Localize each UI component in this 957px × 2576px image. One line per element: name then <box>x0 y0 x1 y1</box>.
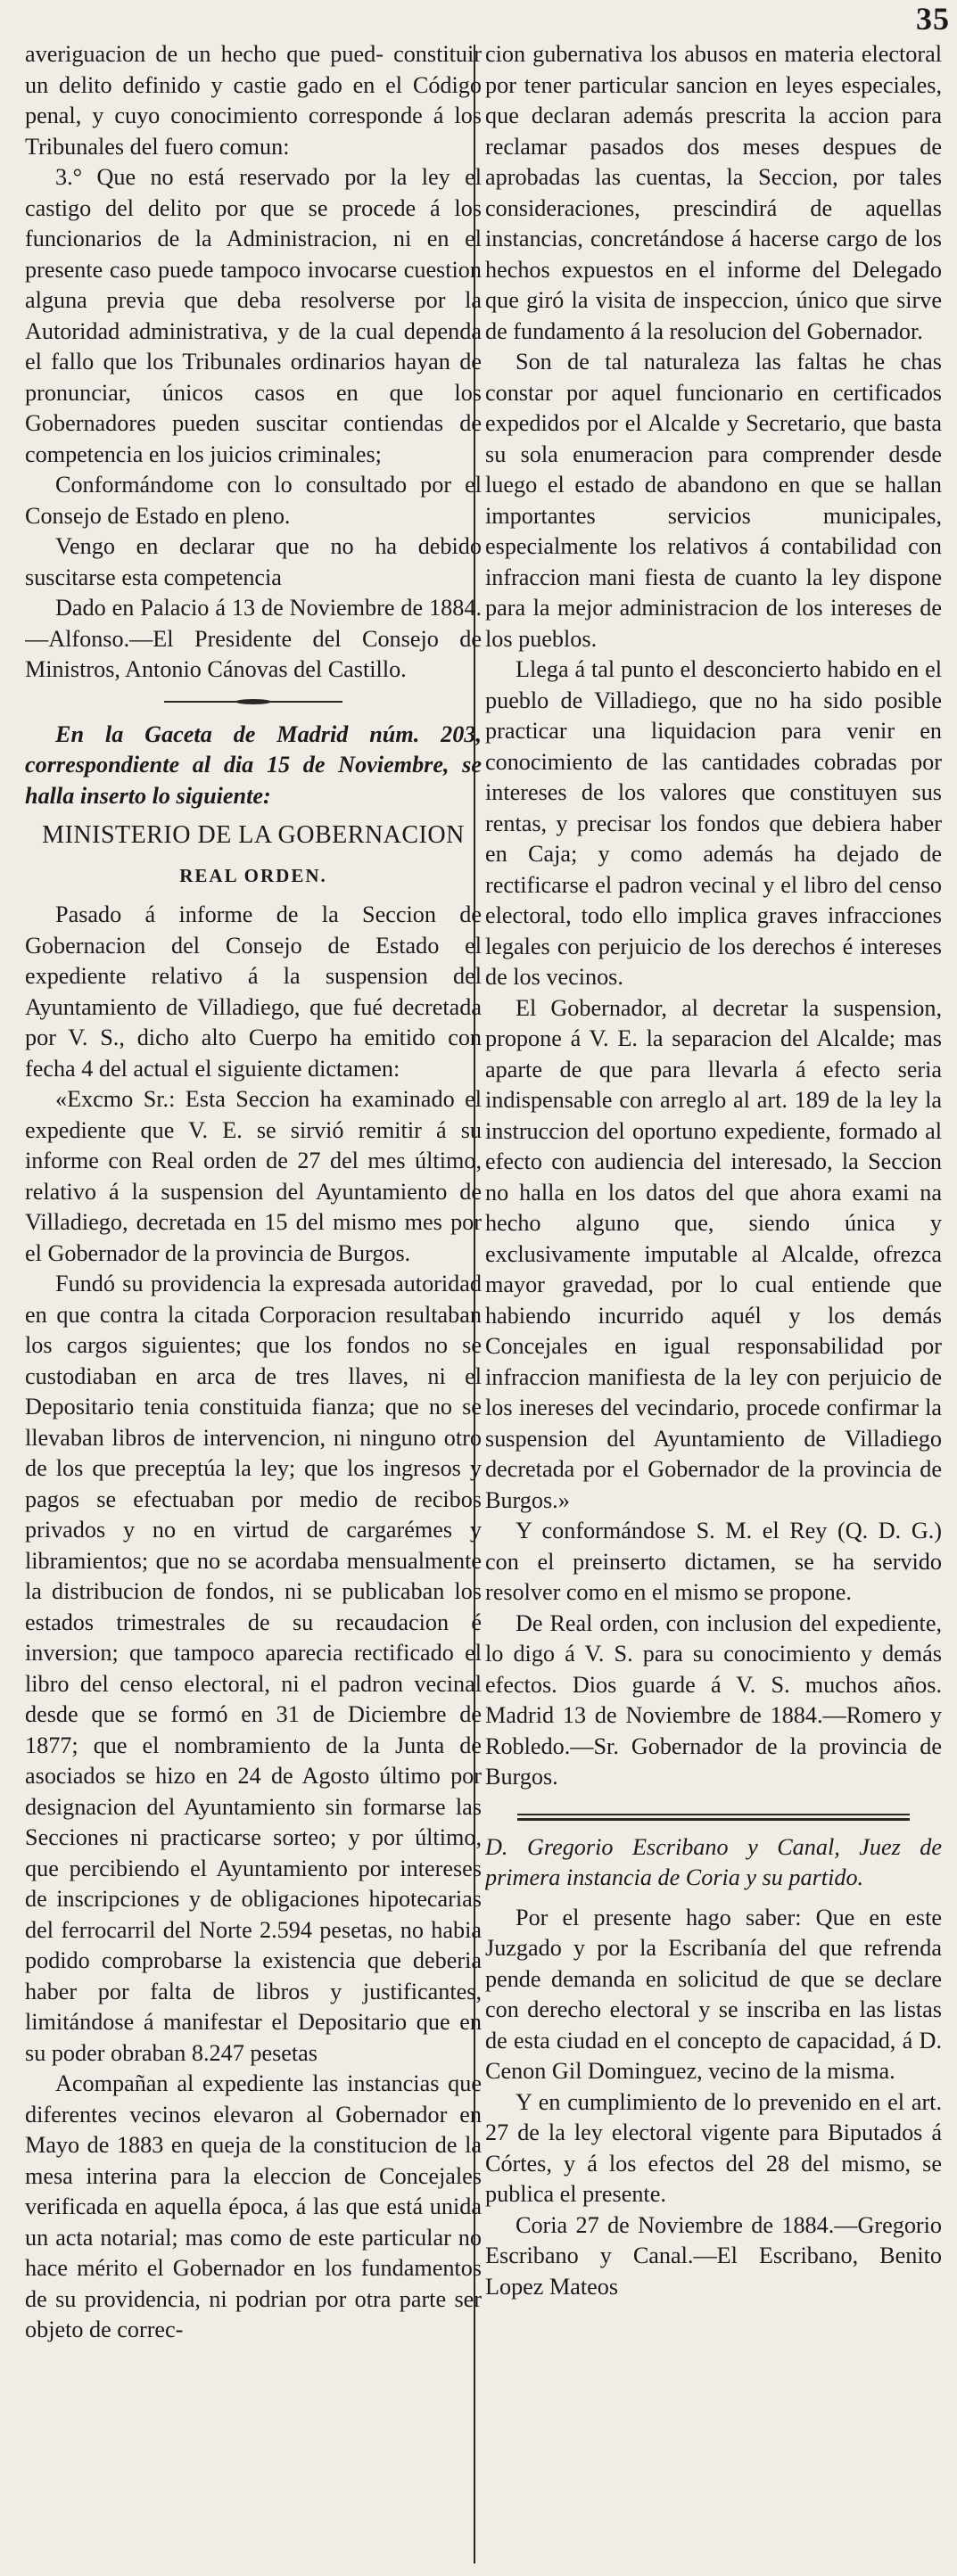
order-paragraph: Acompañan al expediente las instancias que diferentes vecinos elevaron al Gobernador en Mayo de 1883 en queja de la constitucion de la mesa interina para la eleccion de Concejales verificada en aquella época, á las que está unida un acta notarial; mas como de este particular no hace mérito el Gobernador en los fundamentos de su providencia, ni podrian por otra parte ser objeto de correc- <box>25 2070 482 2342</box>
order-paragraph: Pasado á informe de la Seccion de Gobernacion del Consejo de Estado el expediente relativo á la suspension del Ayuntamiento de Villadiego, que fué decretada por V. S., dicho alto Cuerpo ha emitido con fecha 4 del actual el siguiente dictamen: <box>25 901 482 1082</box>
section-divider <box>517 1813 910 1822</box>
order-paragraph: El Gobernador, al decretar la suspension, propone á V. E. la separacion del Alcalde; mas aparte de que para llevarla á efecto seria indispensable con arreglo al art. 189 de la ley la instruccion del oportuno expediente, formado al efecto con audiencia del interesado, la Seccion no halla en los datos del que ahora exami na hecho alguno que, siendo única y exclusivamente imputable al Alcalde, ofrezca mayor gravedad, por lo cual entiende que habiendo incurrido aquél y los demás Concejales en igual responsabilidad por infraccion manifiesta de la ley con perjuicio de los inereses del vecindario, procede confirmar la suspension del Ayuntamiento de Villadiego decretada por el Gobernador de la provincia de Burgos.» <box>485 994 942 1513</box>
order-paragraph: cion gubernativa los abusos en materia electoral por tener particular sancion en leyes especiales, que declaran además prescrita la accion para reclamar pasados dos meses despues de aprobadas las cuentas, la Seccion, por tales consideraciones, prescindirá de aquellas instancias, concretándose á hacerse cargo de los hechos expuestos en el informe del Delegado que giró la visita de inspeccion, único que sirve de fundamento á la resolucion del Gobernador. <box>485 41 942 344</box>
order-signature: De Real orden, con inclusion del expediente, lo digo á V. S. para su conocimiento y demás efectos. Dios guarde á V. S. muchos años. Madrid 13 de Noviembre de 1884.—Romero y Robledo.—Sr. Gobernador de la provincia de Burgos. <box>485 1609 942 1790</box>
order-paragraph: Son de tal naturaleza las faltas he chas constar por aquel funcionario en certificados expedidos por el Alcalde y Secretario, que basta su sola enumeracion para comprender desde luego el estado de abandono en que se hallan importantes servicios municipales, especialmente los relativos á contabilidad con infraccion mani fiesta de cuanto la ley dispone para la mejor administracion de los intereses de los pueblos. <box>485 349 942 652</box>
edict-paragraph: Y en cumplimiento de lo prevenido en el art. 27 de la ley electoral vigente para Biputados á Córtes, y á los efectos del 28 del mismo, se publica el presente. <box>485 2088 942 2207</box>
gazette-note: En la Gaceta de Madrid núm. 203, correspondiente al dia 15 de Noviembre, se halla inserto lo siguiente: <box>25 720 482 809</box>
edict-signature: Coria 27 de Noviembre de 1884.—Gregorio Escribano y Canal.—El Escribano, Benito Lopez Mateos <box>485 2211 942 2300</box>
decree-paragraph: Vengo en declarar que no ha debido suscitarse esta competencia <box>25 533 482 590</box>
order-paragraph: Y conformándose S. M. el Rey (Q. D. G.) con el preinserto dictamen, se ha servido resolver como en el mismo se propone. <box>485 1518 942 1605</box>
ministry-heading: MINISTERIO DE LA GOBERNACION <box>42 821 465 849</box>
decree-signature: Dado en Palacio á 13 de Noviembre de 1884.—Alfonso.—El Presidente del Consejo de Ministros, Antonio Cánovas del Castillo. <box>25 595 482 682</box>
order-paragraph: Fundó su providencia la expresada autoridad en que contra la citada Corporacion resultaban los cargos siguientes; que los fondos no se custodiaban en arca de tres llaves, ni el Depositario tenia constituida fianza; que no se llevaban libros de intervencion, ni ninguno otro de los que preceptúa la ley; que los ingresos y pagos se efectuaban por medio de recibos privados y no en virtud de cargarémes y libramientos; que no se acordaba mensualmente la distribucion de fondos, ni se publicaban los estados trimestrales de su recaudacion é inversion; que tampoco aparecia rectificado el libro del censo electoral, ni el padron vecinal desde que se formó en 31 de Diciembre de 1877; que el nombramiento de la Junta de asociados se hizo en 24 de Agosto último por designacion del Ayuntamiento sin formarse las Secciones ni practicarse sorteo; y por último, que percibiendo el Ayuntamiento por intereses de inscripciones y de obligaciones hipotecarias del ferrocarril del Norte 2.594 pesetas, no habia podido comprobarse la existencia que deberia haber por falta de libros y justificantes, limitándose á manifestar el Depositario que en su poder obraban 8.247 pesetas <box>25 1271 482 2066</box>
order-paragraph: Llega á tal punto el desconcierto habido en el pueblo de Villadiego, que no ha sido posible practicar una liquidacion para venir en conocimiento de las cantidades cobradas por intereses de los valores que constituyen sus rentas, y precisar los fondos que debiera haber en Caja; y como además ha dejado de rectificarse el padron vecinal y el libro del censo electoral, todo ello implica graves infracciones legales con perjuicio de los derechos é intereses de los vecinos. <box>485 656 942 990</box>
decree-paragraph: averiguacion de un hecho que pued- constituir un delito definido y castie gado en el Código penal, y cuyo conocimiento corresponde á los Tribunales del fuero comun: <box>25 41 482 160</box>
order-heading: REAL ORDEN. <box>179 864 327 886</box>
page-number: 35 <box>916 1 950 37</box>
edict-paragraph: Por el presente hago saber: Que en este Juzgado y por la Escribanía del que refrenda pende demanda en solicitud de que se declare con derecho electoral y se inscriba en las listas de esta ciudad en el concepto de capacidad, á D. Cenon Gil Dominguez, vecino de la misma. <box>485 1904 942 2084</box>
section-divider <box>164 698 342 705</box>
decree-paragraph: Conformándome con lo consultado por el Consejo de Estado en pleno. <box>25 472 482 529</box>
edict-title: D. Gregorio Escribano y Canal, Juez de primera instancia de Coria y su partido. <box>485 1833 942 1890</box>
decree-paragraph: 3.° Que no está reservado por la ley el castigo del delito por que se procede á los funcionarios de la Administracion, ni en el presente caso puede tampoco invocarse cuestion alguna previa que deba resolverse por la Autoridad administrativa, y de la cual dependa el fallo que los Tribunales ordinarios hayan de pronunciar, únicos casos en que los Gobernadores pueden suscitar contiendas de competencia en los juicios criminales; <box>25 164 482 467</box>
order-paragraph: «Excmo Sr.: Esta Seccion ha examinado el expediente que V. E. se sirvió remitir á su informe con Real orden de 27 del mes último, relativo á la suspension del Ayuntamiento de Villadiego, decretada en 15 del mismo mes por el Gobernador de la provincia de Burgos. <box>25 1086 482 1266</box>
left-column <box>25 39 482 2563</box>
right-column <box>485 39 942 2563</box>
